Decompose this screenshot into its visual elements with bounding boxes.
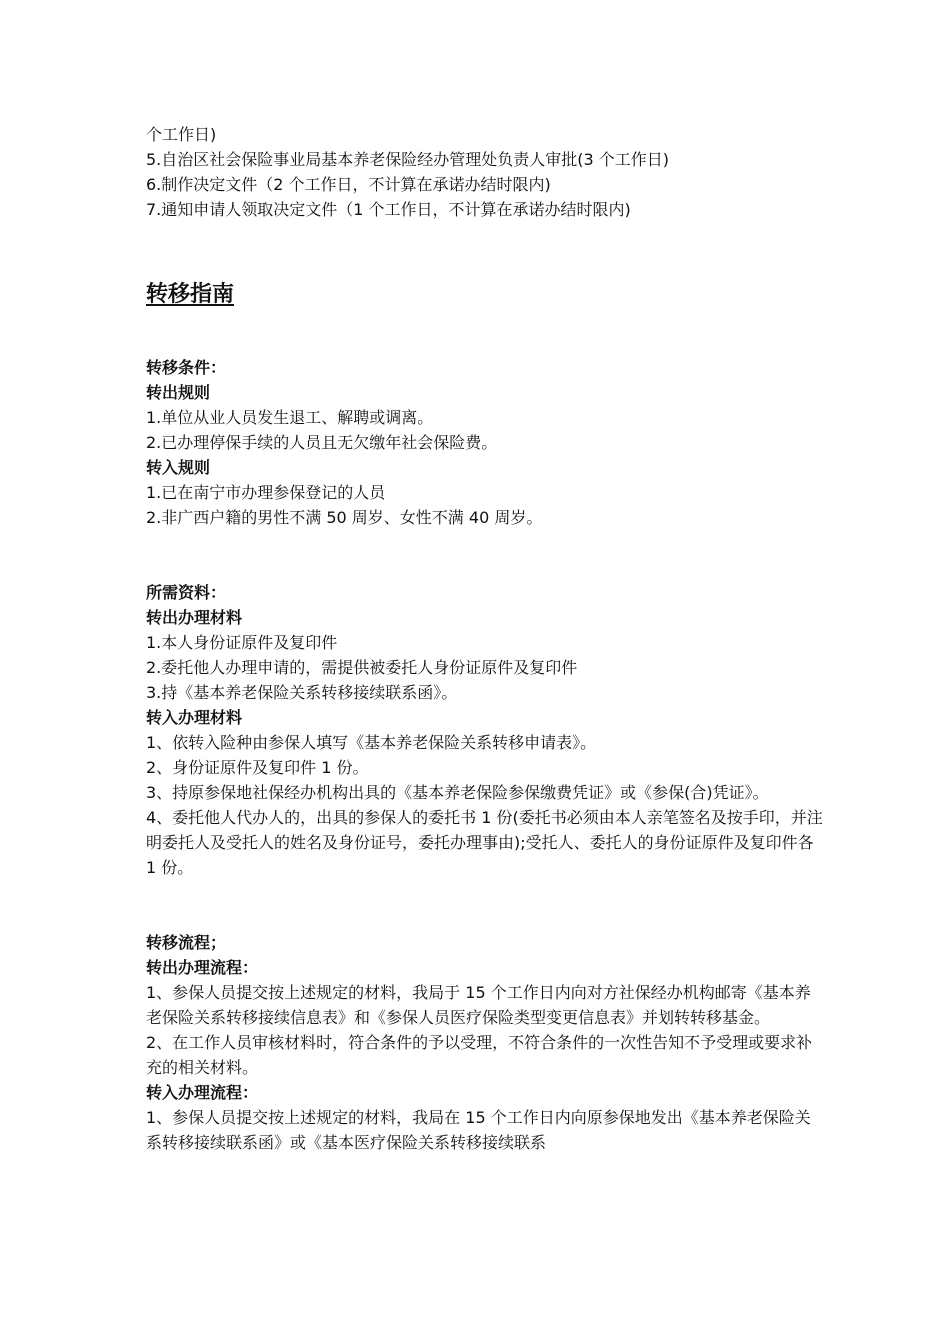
section-heading: 转移条件： bbox=[146, 358, 227, 377]
list-item: 3.持《基本养老保险关系转移接续联系函》。 bbox=[146, 683, 458, 702]
list-item: 3、持原参保地社保经办机构出具的《基本养老保险参保缴费凭证》或《参保(合)凭证》。 bbox=[146, 783, 769, 802]
list-item: 1.已在南宁市办理参保登记的人员 bbox=[146, 483, 386, 502]
text-line: 个工作日) bbox=[146, 125, 217, 144]
process-section bbox=[146, 930, 826, 1155]
list-item: 2、在工作人员审核材料时，符合条件的予以受理，不符合条件的一次性告知不予受理或要求补充的相关材料。 bbox=[146, 1033, 813, 1077]
subheading: 转入办理流程： bbox=[146, 1083, 259, 1102]
subheading: 转出办理材料 bbox=[146, 608, 243, 627]
subheading: 转入办理材料 bbox=[146, 708, 243, 727]
list-item: 1、参保人员提交按上述规定的材料，我局在 15 个工作日内向原参保地发出《基本养老保险关系转移接续联系函》或《基本医疗保险关系转移接续联系 bbox=[146, 1108, 811, 1152]
list-item: 1、参保人员提交按上述规定的材料，我局于 15 个工作日内向对方社保经办机构邮寄《基本养老保险关系转移接续信息表》和《参保人员医疗保险类型变更信息表》并划转转移基金。 bbox=[146, 983, 811, 1027]
spacer bbox=[146, 880, 826, 930]
subheading: 转出办理流程： bbox=[146, 958, 259, 977]
text-line: 7.通知申请人领取决定文件（1 个工作日，不计算在承诺办结时限内) bbox=[146, 200, 631, 219]
list-item: 4、委托他人代办人的，出具的参保人的委托书 1 份(委托书必须由本人亲笔签名及按手印，并注明委托人及受托人的姓名及身份证号，委托办理事由);受托人、委托人的身份证原件及复印件各 1 份。 bbox=[146, 808, 823, 877]
list-item: 2、身份证原件及复印件 1 份。 bbox=[146, 758, 369, 777]
section-title: 转移指南 bbox=[146, 282, 235, 307]
list-item: 2.已办理停保手续的人员且无欠缴年社会保险费。 bbox=[146, 433, 498, 452]
list-item: 1.单位从业人员发生退工、解聘或调离。 bbox=[146, 408, 434, 427]
conditions-section bbox=[146, 355, 826, 530]
materials-section bbox=[146, 580, 826, 880]
subheading: 转出规则 bbox=[146, 383, 211, 402]
section-heading: 所需资料： bbox=[146, 583, 227, 602]
list-item: 2.非广西户籍的男性不满 50 周岁、女性不满 40 周岁。 bbox=[146, 508, 543, 527]
subheading: 转入规则 bbox=[146, 458, 211, 477]
top-lines bbox=[146, 122, 826, 222]
list-item: 1、依转入险种由参保人填写《基本养老保险关系转移申请表》。 bbox=[146, 733, 597, 752]
list-item: 1.本人身份证原件及复印件 bbox=[146, 633, 338, 652]
text-line: 6.制作决定文件（2 个工作日，不计算在承诺办结时限内) bbox=[146, 175, 551, 194]
document-page bbox=[146, 122, 826, 1155]
text-line: 5.自治区社会保险事业局基本养老保险经办管理处负责人审批(3 个工作日) bbox=[146, 150, 670, 169]
spacer bbox=[146, 530, 826, 580]
list-item: 2.委托他人办理申请的，需提供被委托人身份证原件及复印件 bbox=[146, 658, 578, 677]
section-heading: 转移流程； bbox=[146, 933, 227, 952]
